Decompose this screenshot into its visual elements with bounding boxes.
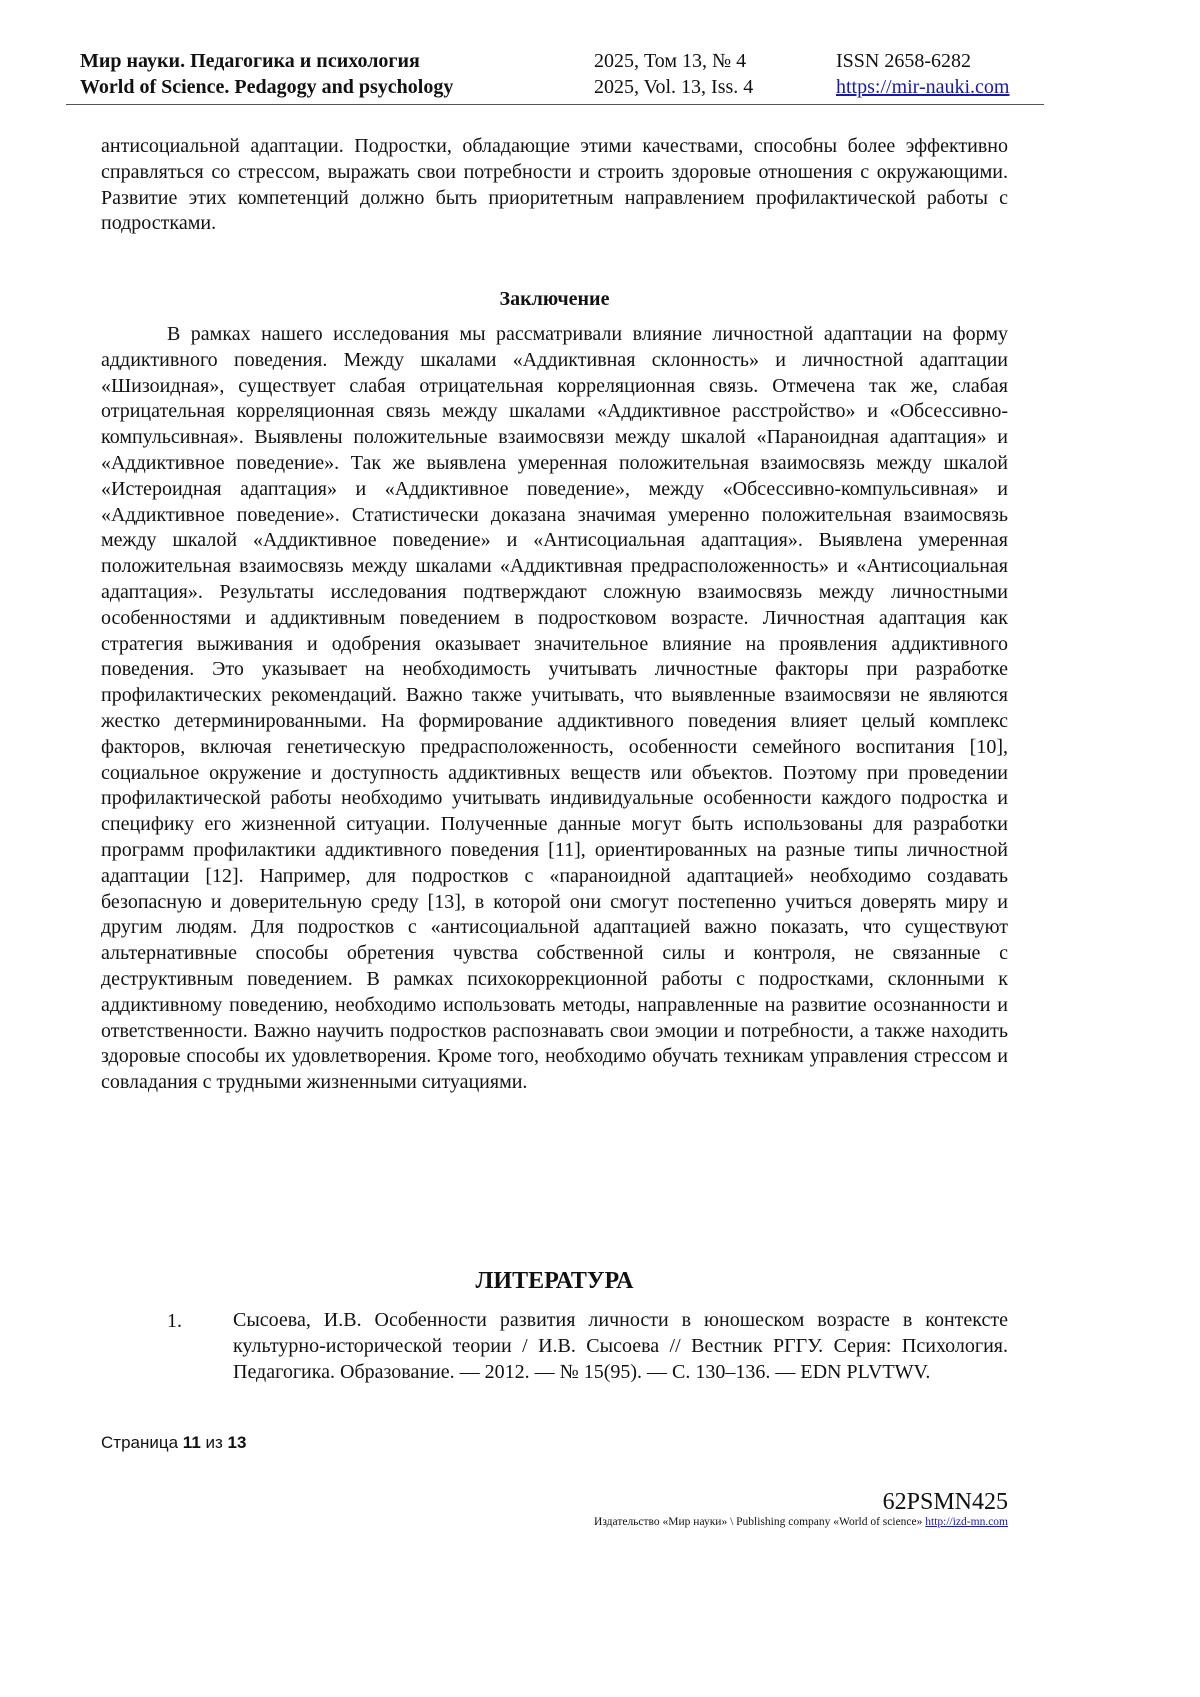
page-counter: [101, 1432, 246, 1454]
conclusion-paragraph: В рамках нашего исследования мы рассматривали влияние личностной адаптации на форму аддиктивного поведения. Между шкалами «Аддиктивная склонность» и личностной адаптации «Шизоидная», существует слабая отрицательная корреляционная связь. Отмечена так же, слабая отрицательная корреляционная связь между шкалами «Аддиктивное расстройство» и «Обсессивно-компульсивная». Выявлены положительные взаимосвязи между шкалой «Параноидная адаптация» и «Аддиктивное поведение». Так же выявлена умеренная положительная взаимосвязь между шкалой «Истероидная адаптация» и «Аддиктивное поведение», между «Обсессивно-компульсивная» и «Аддиктивное поведение». Статистически доказана значимая умеренно положительная взаимосвязь между шкалой «Аддиктивное поведение» и «Антисоциальная адаптация». Выявлена умеренная положительная взаимосвязь между шкалами «Аддиктивная предрасположенность» и «Антисоциальная адаптация». Результаты исследования подтверждают сложную взаимосвязь между личностными особенностями и аддиктивным поведением в подростковом возрасте. Личностная адаптация как стратегия выживания и одобрения оказывает значительное влияние на проявления аддиктивного поведения. Это указывает на необходимость учитывать личностные факторы при разработке профилактических рекомендаций. Важно также учитывать, что выявленные взаимосвязи не являются жестко детерминированными. На формирование аддиктивного поведения влияет целый комплекс факторов, включая генетическую предрасположенность, особенности семейного воспитания [10], социальное окружение и доступность аддиктивных веществ или объектов. Поэтому при проведении профилактической работы необходимо учитывать индивидуальные особенности каждого подростка и специфику его жизненной ситуации. Полученные данные могут быть использованы для разработки программ профилактики аддиктивного поведения [11], ориентированных на разные типы личностной адаптации [12]. Например, для подростков с «параноидной адаптацией» необходимо создавать безопасную и доверительную среду [13], в которой они смогут постепенно учиться доверять миру и другим людям. Для подростков с «антисоциальной адаптацией важно показать, что существуют альтернативные способы обретения чувства собственной силы и контроля, не связанные с деструктивным поведением. В рамках психокоррекционной работы с подростками, склонными к аддиктивному поведению, необходимо использовать методы, направленные на развитие осознанности и ответственности. Важно научить подростков распознавать свои эмоции и потребности, а также находить здоровые способы их удовлетворения. Кроме того, необходимо обучать техникам управления стрессом и совладания с трудными жизненными ситуациями.: [101, 323, 1008, 1094]
section-title-conclusion: Заключение: [499, 288, 610, 310]
page-label: Страница: [101, 1433, 179, 1452]
issn: ISSN 2658-6282: [836, 50, 972, 72]
reference-text: Сысоева, И.В. Особенности развития личности в юношеском возрасте в контексте культурно-исторической теории / И.В. Сысоева // Вестник РГГУ. Серия: Психология. Педагогика. Образование. — 2012. — № 15(95). — С. 130–136. — EDN PLVTWV.: [233, 1309, 1008, 1383]
publisher-line: [594, 1515, 1008, 1529]
references-title: ЛИТЕРАТУРА: [475, 1268, 634, 1294]
intro-paragraph: антисоциальной адаптации. Подростки, обладающие этими качествами, способны более эффективно справляться со стрессом, выражать свои потребности и строить здоровые отношения с окружающими. Развитие этих компетенций должно быть приоритетным направлением профилактической работы с подростками.: [101, 135, 1008, 235]
journal-url-link[interactable]: https://mir-nauki.com: [836, 76, 1010, 98]
issue-info-ru: 2025, Том 13, № 4: [594, 50, 747, 72]
publisher-link[interactable]: http://izd-mn.com: [925, 1516, 1008, 1528]
page-current: 11: [182, 1433, 201, 1452]
journal-title-en: World of Science. Pedagogy and psychology: [80, 76, 454, 98]
publisher-text: Издательство «Мир науки» \ Publishing company «World of science»: [594, 1516, 923, 1528]
page-total: 13: [227, 1433, 247, 1452]
issue-info-en: 2025, Vol. 13, Iss. 4: [594, 76, 754, 98]
page-header: [66, 46, 1044, 105]
reference-number: 1.: [167, 1310, 182, 1332]
journal-title-ru: Мир науки. Педагогика и психология: [80, 50, 420, 72]
article-code: 62PSMN425: [882, 1489, 1008, 1515]
page-of: из: [205, 1433, 223, 1452]
